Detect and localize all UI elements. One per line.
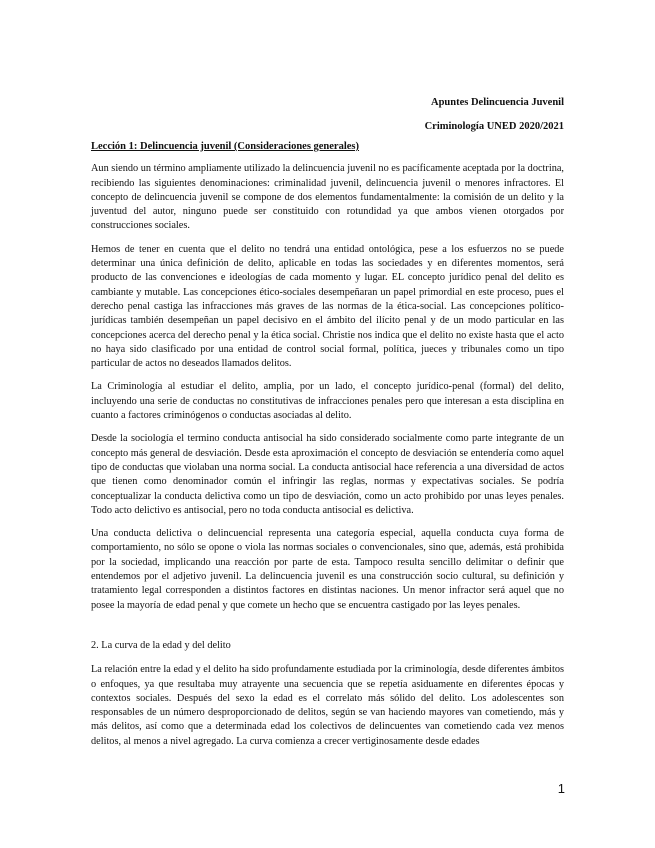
page-number: 1: [557, 781, 565, 796]
paragraph: Desde la sociología el termino conducta antisocial ha sido considerado socialmente como parte integrante de un concepto más general de desviación. Desde esta aproximación el concepto de desviación se entendería como aquel tipo de conductas que violaban una norma social. La conducta antisocial hace referencia a una diversidad de actos que tienen como denominador común el infringir las reglas, normas y expectativas sociales. Se podría conceptualizar la conducta delictiva como un tipo de desviación, como un acto prohibido por unas leyes penales. Todo acto delictivo es antisocial, pero no toda conducta antisocial es delictiva.: [91, 433, 564, 516]
paragraph: Una conducta delictiva o delincuencial representa una categoría especial, aquella conducta cuya forma de comportamiento, no sólo se opone o viola las normas sociales o convencionales, sino que, además, está prohibida por la sociedad, implicando una reacción por parte de esta. Tampoco resulta sencillo delimitar o definir que entendemos por el adjetivo juvenil. La delincuencia juvenil es una construcción socio cultural, su definición y tratamiento legal corresponden a distintos factores en distintas naciones. Un menor infractor será aquel que no posee la mayoría de edad penal y que comete un hecho que se encuentra castigado por las leyes penales.: [91, 528, 564, 611]
lesson-heading: Lección 1: Delincuencia juvenil (Consideraciones generales): [91, 141, 360, 152]
section-heading: 2. La curva de la edad y del delito: [91, 639, 231, 651]
course-label: Criminología UNED 2020/2021: [424, 121, 564, 132]
paragraph: La relación entre la edad y el delito ha sido profundamente estudiada por la criminología, desde diferentes ámbitos o enfoques, ya que resultaba muy atrayente una secuencia que se repetía asiduamente en diferentes épocas y contextos sociales. Después del sexo la edad es el correlato más sólido del delito. Los adolescentes son responsables de un número desproporcionado de delitos, según se van haciendo mayores van cometiendo, más y más delitos, así como que a determinada edad los colectivos de delincuentes van cometiendo cada vez menos delitos, al menos a nivel agregado. La curva comienza a crecer vertiginosamente desde edades: [91, 664, 564, 747]
paragraph: Hemos de tener en cuenta que el delito no tendrá una entidad ontológica, pese a los esfuerzos no se puede determinar una única definición de delito, aplicable en todas las sociedades y en diferentes momentos, será producto de las convenciones e ideologías de cada momento y lugar. EL concepto jurídico penal del delito es cambiante y mutable. Las concepciones ético-sociales desempeñaran un papel primordial en este proceso, pues el derecho penal castiga las infracciones más graves de las normas de la ética-social. Las concepciones político-jurídicas también desempeñan un papel decisivo en el ámbito del ilícito penal y de un modo particular en las concepciones acerca del derecho penal y la ética social. Christie nos indica que el delito no existe hasta que el acto no haya sido clasificado por una entidad de control social formal, política, jueces y tribunales como un tipo particular de actos no deseados llamados delitos.: [91, 243, 564, 370]
paragraph: Aun siendo un término ampliamente utilizado la delincuencia juvenil no es pacíficamente aceptada por la doctrina, recibiendo las siguientes denominaciones: criminalidad juvenil, delincuencia juvenil o menores infractores. El concepto de delincuencia juvenil se compone de dos elementos fundamentalmente: la comisión de un delito y la juventud del autor, ninguno puede ser constituido con rotundidad ya que ambos vienen otorgados por construcciones sociales.: [91, 163, 564, 232]
paragraph: La Criminología al estudiar el delito, amplia, por un lado, el concepto jurídico-penal (formal) del delito, incluyendo una serie de conductas no constitutivas de infracciones penales pero que interesan a esta disciplina en cuanto a factores criminógenos o conductas asociadas al delito.: [91, 381, 564, 422]
document-title: Apuntes Delincuencia Juvenil: [430, 97, 564, 108]
